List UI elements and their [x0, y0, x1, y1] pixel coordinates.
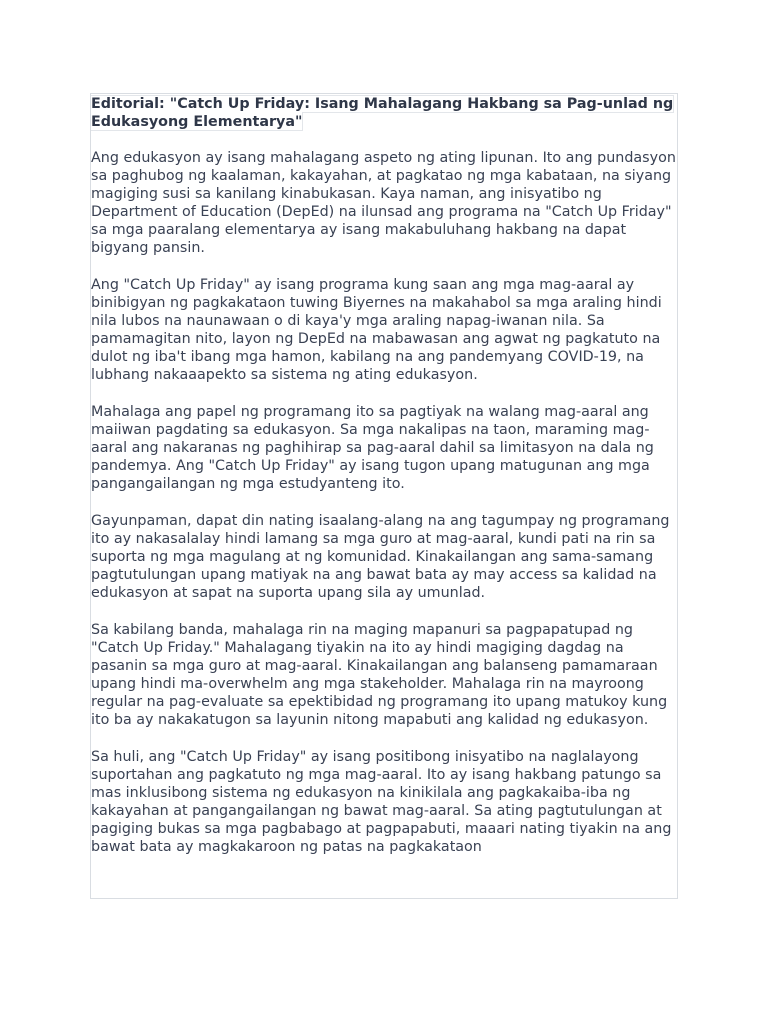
paragraph-3: Mahalaga ang papel ng programang ito sa pagtiyak na walang mag-aaral ang maiiwan pagdating sa edukasyon. Sa mga nakalipas na taon, maraming mag-aaral ang nakaranas ng paghihirap sa pag-aaral dahil sa limitasyon na dala ng pandemya. Ang "Catch Up Friday" ay isang tugon upang matugunan ang mga pangangailangan ng mga estudyanteng ito.: [91, 404, 654, 492]
editorial-title: [91, 95, 677, 131]
paragraph-1: Ang edukasyon ay isang mahalagang aspeto ng ating lipunan. Ito ang pundasyon sa paghubog ng kaalaman, kakayahan, at pagkatao ng mga kabataan, na siyang magiging susi sa kanilang kinabukasan. Kaya naman, ang inisyatibo ng Department of Education (DepEd) na ilunsad ang programa na "Catch Up Friday" sa mga paaralang elementarya ay isang makabuluhang hakbang na dapat bigyang pansin.: [91, 150, 676, 256]
paragraph-5: Sa kabilang banda, mahalaga rin na maging mapanuri sa pagpapatupad ng "Catch Up Friday." Mahalagang tiyakin na ito ay hindi magiging dagdag na pasanin sa mga guro at mag-aaral. Kinakailangan ang balanseng pamamaraan upang hindi ma-overwhelm ang mga stakeholder. Mahalaga rin na mayroong regular na pag-evaluate sa epektibidad ng programang ito upang matukoy kung ito ba ay nakakatugon sa layunin nitong mapabuti ang kalidad ng edukasyon.: [91, 622, 668, 728]
document-body: [91, 94, 677, 856]
paragraph-4: Gayunpaman, dapat din nating isaalang-alang na ang tagumpay ng programang ito ay nakasalalay hindi lamang sa mga guro at mag-aaral, kundi pati na rin sa suporta ng mga magulang at ng komunidad. Kinakailangan ang sama-samang pagtutulungan upang matiyak na ang bawat bata ay may access sa kalidad na edukasyon at sapat na suporta upang sila ay umunlad.: [91, 513, 670, 601]
editorial-title-text: Editorial: "Catch Up Friday: Isang Mahalagang Hakbang sa Pag-unlad ng Edukasyong Elementarya": [91, 96, 674, 130]
document-page: [90, 93, 678, 899]
paragraph-6: Sa huli, ang "Catch Up Friday" ay isang positibong inisyatibo na naglalayong suportahan ang pagkatuto ng mga mag-aaral. Ito ay isang hakbang patungo sa mas inklusibong sistema ng edukasyon na kinikilala ang pagkakaiba-iba ng kakayahan at pangangailangan ng bawat mag-aaral. Sa ating pagtutulungan at pagiging bukas sa mga pagbabago at pagpapabuti, maaari nating tiyakin na ang bawat bata ay magkakaroon ng patas na pagkakataon: [91, 749, 672, 855]
paragraph-2: Ang "Catch Up Friday" ay isang programa kung saan ang mga mag-aaral ay binibigyan ng pagkakataon tuwing Biyernes na makahabol sa mga araling hindi nila lubos na naunawaan o di kaya'y mga araling napag-iwanan nila. Sa pamamagitan nito, layon ng DepEd na mabawasan ang agwat ng pagkatuto na dulot ng iba't ibang mga hamon, kabilang na ang pandemyang COVID-19, na lubhang nakaaapekto sa sistema ng ating edukasyon.: [91, 277, 662, 383]
